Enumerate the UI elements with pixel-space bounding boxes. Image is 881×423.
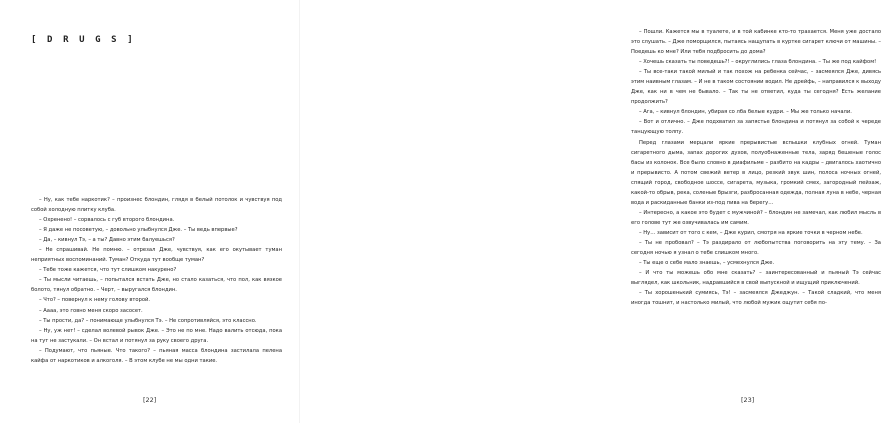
paragraph: – Хочешь сказать ты поведешь?! – округлились глаза блондина. – Ты же под кайфом!: [639, 59, 877, 66]
section-title: [ D R U G S ]: [31, 35, 136, 45]
paragraph: – Вот и отлично. – Дже подхватил за запястье блондина и потянул за собой к череде танцующую толпу.: [631, 119, 881, 136]
paragraph: – Ты прости, да? – понимающе улыбнулся Тэ. – Не сопротивляйся, это классно.: [39, 317, 257, 324]
right-page-text: [631, 27, 881, 308]
paragraph: – Что? – повернул к нему голову второй.: [39, 297, 151, 304]
paragraph: – Да, – кивнул Тэ, – а ты? Давно этим балуешься?: [39, 237, 175, 244]
paragraph: – Подумают, что пьяные. Что такого? – пьяная масса блондина застилала пелена кайфа от наркотиков и алкоголя. – В этом клубе не мы одни такие.: [31, 347, 282, 364]
paragraph: – Интересно, а какое это будет с мужчиной? – блондин не замечал, как любил мысль в его голове тут же озвучивалась им самим.: [631, 209, 881, 226]
paragraph: – Пошли. Кажется мы в туалете, и в той кабинке кто-то трахается. Меня уже достало это слушать. – Дже поморщился, пытаясь нащупать в куртке сигарет ключи от машины. – Поедешь ко мне? Или тебя подбросить до дома?: [631, 29, 881, 56]
paragraph: – Ты все-таки такой милый и так похож на ребенка сейчас, – засмеялся Дже, дивясь этим наивным глазам. – И не в таком состоянии водил. Не дрейфь, – направился к выходу Дже, как ни в чем не бывало. – Так ты не ответил, куда ты сегодня? Есть желание продолжить?: [631, 69, 881, 106]
left-page: [0, 0, 300, 423]
paragraph: – Аааа, это говно меня скоро засосет.: [39, 307, 143, 314]
page-number-right: [23]: [741, 396, 755, 404]
paragraph: – Ты еще о себе мало знаешь, – усмехнулся Дже.: [639, 260, 775, 267]
paragraph: – Ты хорошенький сумиясь, Тэ! – засмеялся Джеджун. – Такой сладкий, что меня иногда тошнит, и настолько милый, что любой мужик ощутит себя по-: [631, 290, 881, 307]
paragraph: – Я даже не посоветую, – довольно улыбнулся Дже. – Ты ведь впервые?: [39, 227, 238, 234]
paragraph: – Ты мысли читаешь, – попытался встать Дже, но стало казаться, что пол, как вязкое болото, тянул обратно. – Черт, – выругался блондин.: [31, 277, 282, 294]
paragraph: – Ну, уж нет! – сделал волевой рывок Дже. – Это не по мне. Надо валить отсюда, пока на тут не застукали. – Он встал и потянул за руку своего друга.: [31, 327, 282, 344]
paragraph: – Ты не пробовал? – Тэ раздирало от любопытства поговорить на эту тему. – За сегодня ночью я узнал о тебе слишком много.: [631, 239, 881, 257]
paragraph: – Тебе тоже кажется, что тут слишком накурено?: [39, 267, 177, 274]
paragraph: – Ну… зависит от того с кем, – Дже курил, смотря на яркие точки в черном небе.: [639, 229, 863, 236]
paragraph: – Ага, – кивнул блондин, убирая со лба белые кудри. – Мы же только начали.: [639, 109, 852, 116]
right-page: [300, 0, 881, 423]
paragraph: – Не спрашивай. Не помню. – отрезал Дже, чувствуя, как его окутывает туман неприятных воспоминаний. Туман? Откуда тут вообще туман?: [31, 247, 282, 264]
left-page-text: [31, 195, 282, 366]
paragraph: Перед глазами мерцали яркие прерывистые вспышки клубных огней. Туман сигаретного дыма, запах дорогих духов, полуобнаженные тела, заряд бешеные голос басы из колонок. Все было словно в диафильме – разбито на кадры – двигалось хаотично и прерывисто. А потом свежий ветер в лицо, резкий звук шин, полоса ночных огней, спящий город, свободное шоссе, сигарета, музыка, громкий смех, загородный пейзаж, какой-то обрыв, река, соленые брызги, разбросанная одежда, полная луна в небе, черная вода и раскиданные банки из-под пива на берегу…: [631, 139, 881, 206]
paragraph: – И что ты можешь обо мне сказать? – заинтересованный и пьяный Тэ сейчас выглядел, как школьник, надравшийся в свой выпускной и ищущий приключений.: [631, 270, 881, 287]
page-number-left: [22]: [143, 396, 157, 404]
paragraph: – Ну, как тебе наркотик? – произнес блондин, глядя в белый потолок и чувствуя под собой холодную плитку клуба.: [31, 197, 282, 214]
paragraph: – Охренено! – сорвалось с губ второго блондина.: [39, 217, 175, 224]
